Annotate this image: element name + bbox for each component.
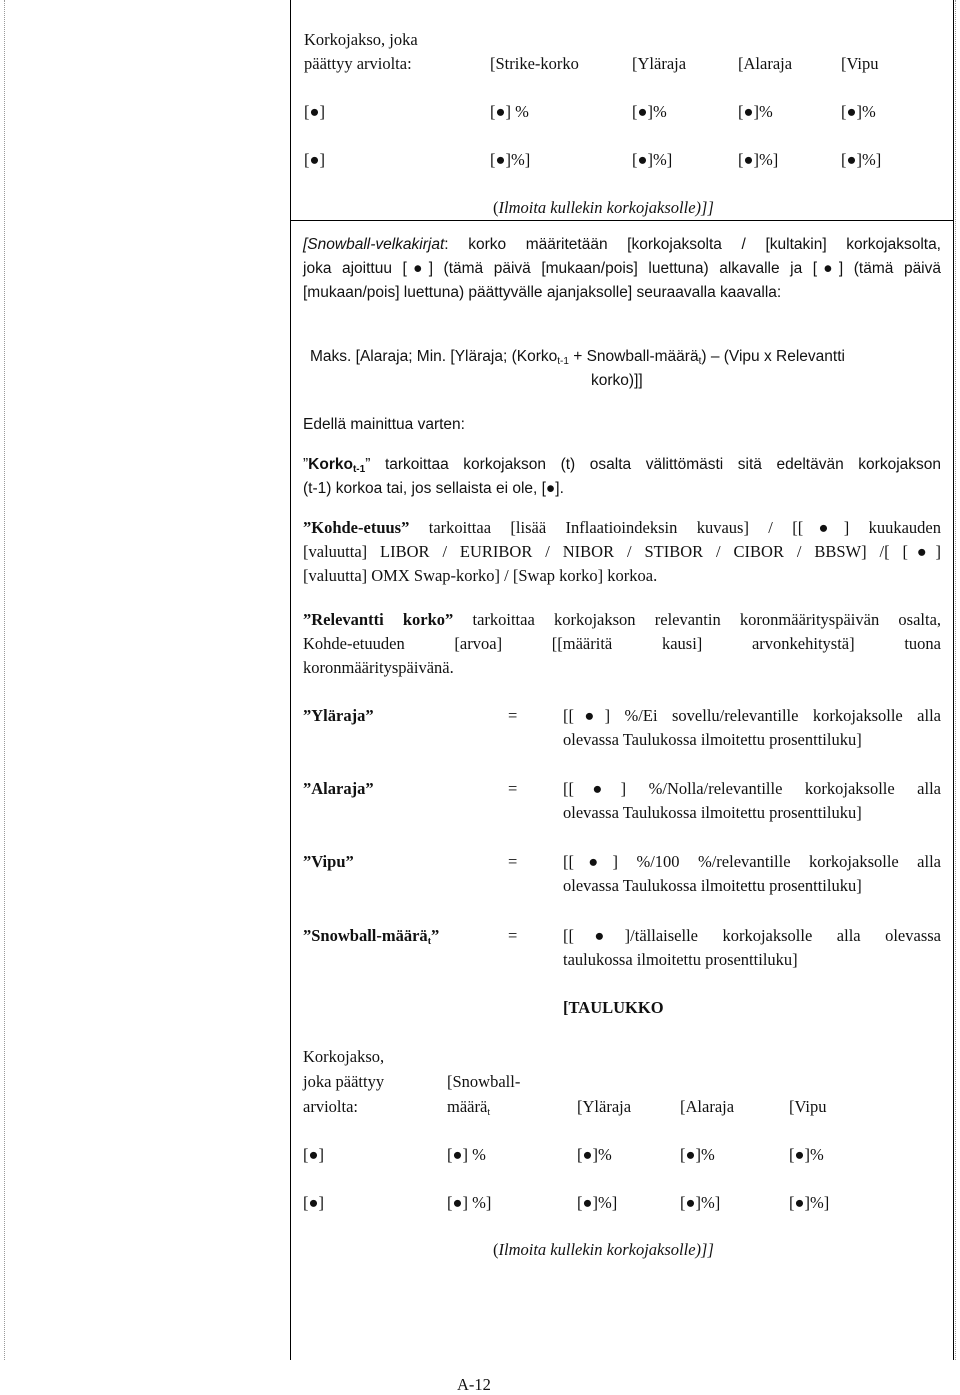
def-kohde-line2: [valuutta] LIBOR / EURIBOR / NIBOR / STIBOR / CIBOR / BBSW] /[ [●] — [303, 542, 941, 561]
def-value: [[●] %/100 %/relevantille korkojaksolle alla olevassa Taulukossa ilmoitettu prosenttiluku] — [563, 852, 941, 895]
formula-sub2: t — [698, 356, 702, 367]
col-lower-header: [Alaraja — [738, 54, 793, 73]
table-cell: [●]% — [789, 1145, 824, 1164]
table-cell: [●]%] — [577, 1193, 618, 1212]
formula-sub1: t-1 — [557, 356, 569, 367]
formula-line1 — [310, 347, 845, 367]
table-cell: [●]%] — [738, 150, 779, 169]
table-cell: [●]%] — [789, 1193, 830, 1212]
right-border-line — [953, 0, 954, 1360]
table-cell: [●]% — [680, 1145, 715, 1164]
def-value: [[●]/tällaiselle korkojaksolle alla olevassa taulukossa ilmoitettu prosenttiluku] — [563, 926, 941, 969]
table-note: (Ilmoita kullekin korkojaksolle)]] — [493, 198, 714, 217]
def-kohde-etuus — [303, 516, 941, 588]
def-term: ”Alaraja” — [303, 779, 374, 798]
def-value: [[●] %/Ei sovellu/relevantille korkojaksolle alla olevassa Taulukossa ilmoitettu prosenttiluku] — [563, 706, 941, 749]
table-note: (Ilmoita kullekin korkojaksolle)]] — [493, 1240, 714, 1259]
def-korko-term: ”Korko$_{t-1}$” — [303, 456, 371, 475]
col-strike-header: [Strike-korko — [490, 54, 579, 73]
table-cell: [●] — [304, 102, 325, 121]
def-relevantti-line3: koronmäärityspäivänä. — [303, 658, 454, 677]
snowball-line1: : korko määritetään [korkojaksolta / [kultakin] korkojaksolta, — [444, 236, 941, 253]
snowball-line2: joka ajoittuu [●] (tämä päivä [mukaan/pois] luettuna) alkavalle ja [●] (tämä päivä — [303, 260, 941, 277]
def-term: ”Snowball-määrä$_t$” — [303, 926, 440, 947]
table-note-text: Ilmoita kullekin korkojaksolle)]] — [498, 198, 714, 217]
dotted-margin-line-right — [955, 0, 956, 1360]
col-snowball-header-line2: määrä$_t$ — [447, 1097, 491, 1118]
snowball-paragraph — [303, 233, 941, 305]
table-cell: [●]% — [841, 102, 876, 121]
equals-sign: = — [508, 706, 518, 725]
col-leverage-header: [Vipu — [841, 54, 879, 73]
page-number: A-12 — [457, 1375, 491, 1394]
table-note-text: Ilmoita kullekin korkojaksolle)]] — [498, 1240, 714, 1259]
definitions-intro: Edellä mainittua varten: — [303, 416, 465, 433]
table-cell: [●] % — [490, 102, 529, 121]
table-cell: [●]%] — [680, 1193, 721, 1212]
col-leverage-header: [Vipu — [789, 1097, 827, 1116]
def-relevantti-line1: tarkoittaa korkojakson relevantin koronmäärityspäivän osalta, — [472, 610, 942, 629]
table-cell: [●]%] — [632, 150, 673, 169]
formula-line2: korko)]] — [591, 372, 643, 389]
col-period-header-line1: Korkojakso, — [303, 1047, 385, 1066]
def-relevantti-term: ”Relevantti korko” — [303, 610, 454, 629]
snowball-line3: [mukaan/pois] luettuna) päättyvälle ajanjaksolle] seuraavalla kaavalla: — [303, 284, 782, 301]
taulukko-heading: [TAULUKKO — [563, 998, 664, 1017]
dotted-margin-line — [4, 0, 5, 1360]
formula-part2: + Snowball-määrä — [568, 348, 699, 365]
snowball-heading: [Snowball-velkakirjat — [303, 236, 445, 253]
table-divider-line — [290, 220, 953, 221]
def-kohde-term: ”Kohde-etuus” — [303, 518, 410, 537]
def-korko — [303, 453, 941, 501]
def-term: ”Yläraja” — [303, 706, 374, 725]
def-relevantti-korko — [303, 608, 941, 680]
table-cell: [●]%] — [490, 150, 531, 169]
def-korko-line1: tarkoittaa korkojakson (t) osalta välittömästi sitä edeltävän korkojakson — [384, 456, 941, 473]
table-cell: [●] — [303, 1193, 324, 1212]
col-upper-header: [Yläraja — [577, 1097, 632, 1116]
equals-sign: = — [508, 779, 518, 798]
col-lower-header: [Alaraja — [680, 1097, 735, 1116]
def-term: ”Vipu” — [303, 852, 354, 871]
def-korko-line2: (t-1) korkoa tai, jos sellaista ei ole, [●]. — [303, 480, 564, 497]
col-period-header-line2: joka päättyy — [303, 1072, 385, 1091]
equals-sign: = — [508, 852, 518, 871]
formula-part3: ) – (Vipu x Relevantti — [701, 348, 845, 365]
left-border-line — [290, 0, 291, 1360]
equals-sign: = — [508, 926, 518, 945]
def-relevantti-line2: Kohde-etuuden [arvoa] [[määritä kausi] arvonkehitystä] tuona — [303, 634, 941, 653]
def-kohde-line1: tarkoittaa [lisää Inflaatioindeksin kuvaus] / [[●] kuukauden — [428, 518, 941, 537]
table-cell: [●]% — [738, 102, 773, 121]
col-upper-header: [Yläraja — [632, 54, 687, 73]
col-period-header-line1: Korkojakso, joka — [304, 30, 418, 49]
col-period-header-line3: arviolta: — [303, 1097, 358, 1116]
table-cell: [●] — [304, 150, 325, 169]
table-cell: [●] — [303, 1145, 324, 1164]
col-period-header-line2: päättyy arviolta: — [304, 54, 412, 73]
formula-part1: Maks. [Alaraja; Min. [Yläraja; (Korko — [310, 348, 558, 365]
def-kohde-line3: [valuutta] OMX Swap-korko] / [Swap korko] korkoa. — [303, 566, 658, 585]
table-cell: [●]% — [577, 1145, 612, 1164]
def-value: [[●] %/Nolla/relevantille korkojaksolle alla olevassa Taulukossa ilmoitettu prosenttiluku] — [563, 779, 941, 822]
table-cell: [●]%] — [841, 150, 882, 169]
table-cell: [●] %] — [447, 1193, 492, 1212]
table-cell: [●]% — [632, 102, 667, 121]
col-snowball-header-line1: [Snowball- — [447, 1072, 521, 1091]
table-cell: [●] % — [447, 1145, 486, 1164]
